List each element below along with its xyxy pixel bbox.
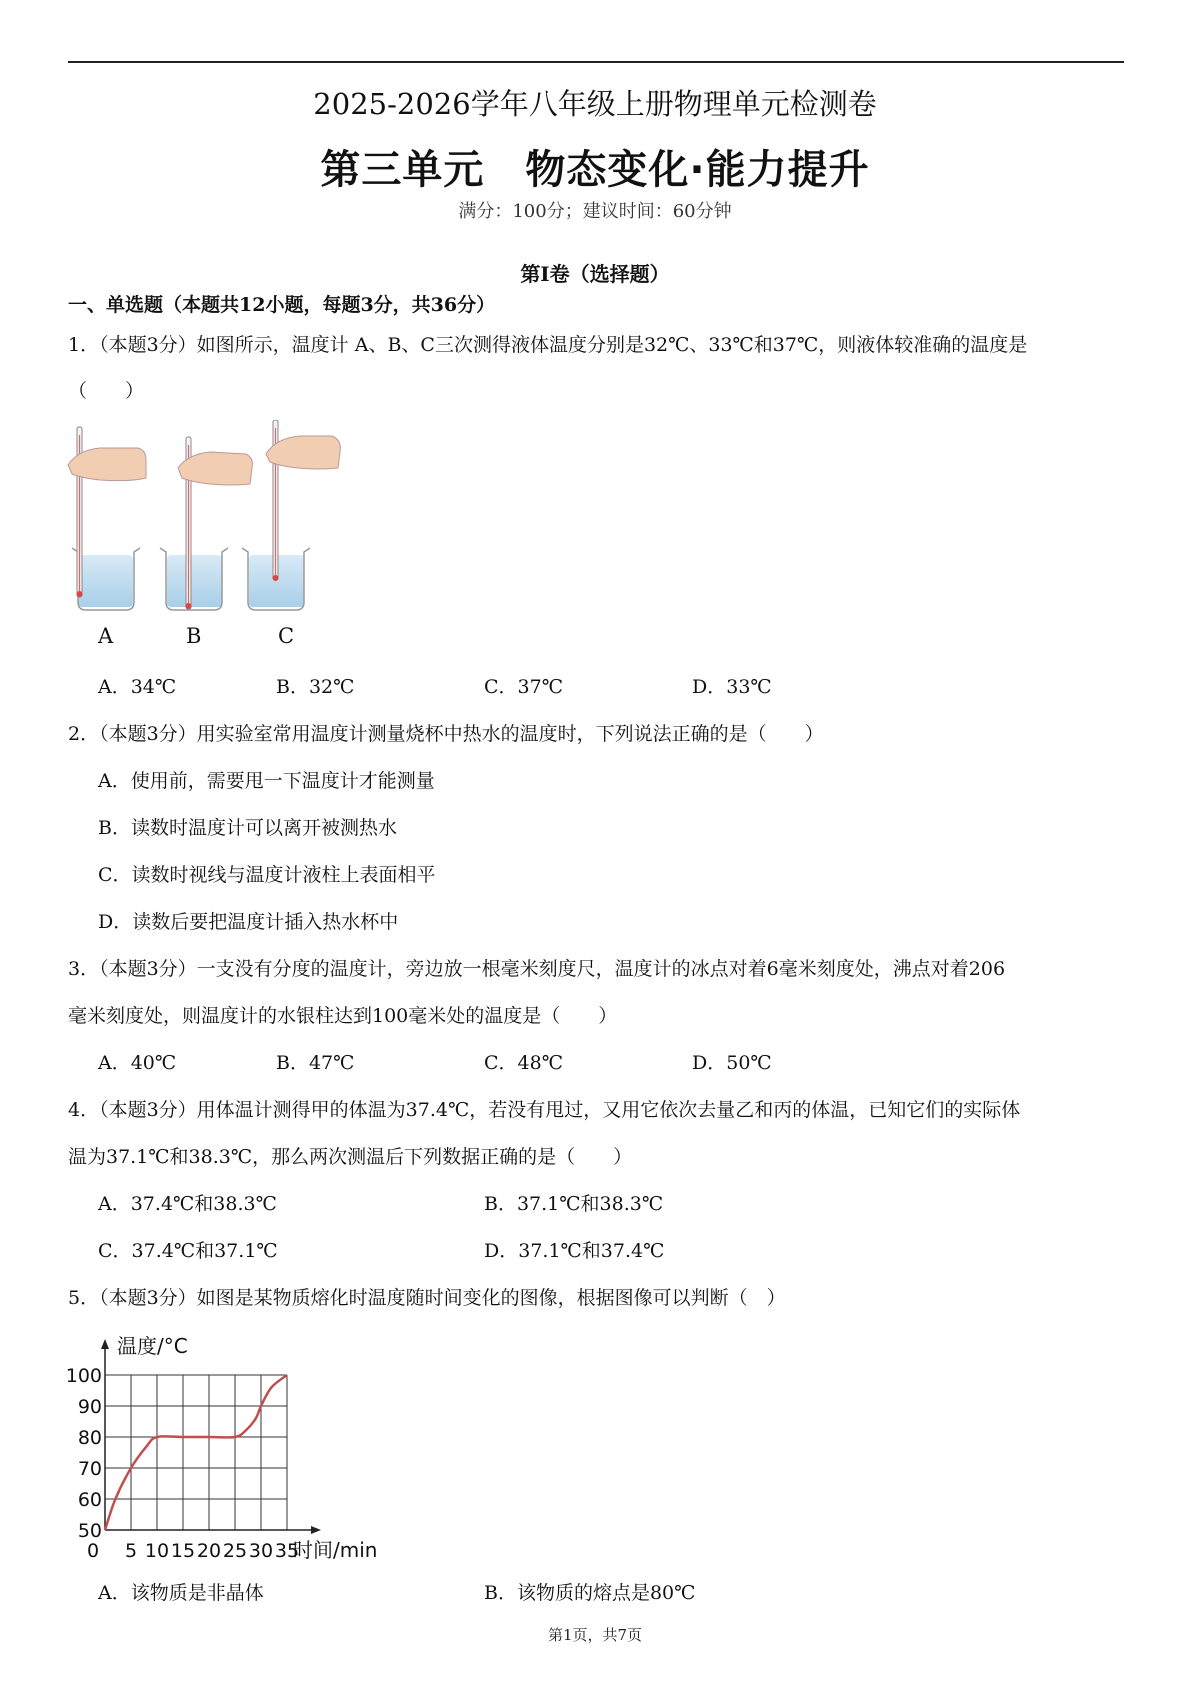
fig-label-c: C <box>278 624 295 648</box>
q2-option-d: D．读数后要把温度计插入热水杯中 <box>98 911 399 933</box>
q4-option-b: B．37.1℃和38.3℃ <box>484 1193 664 1215</box>
q3-option-c: C．48℃ <box>484 1052 563 1074</box>
page-footer: 第1页，共7页 <box>547 1626 643 1644</box>
q4-stem-line2: 温为37.1℃和38.3℃，那么两次测温后下列数据正确的是（ ） <box>68 1146 633 1168</box>
y-tick-label: 60 <box>77 1489 102 1511</box>
chart-series <box>105 1375 287 1530</box>
q2-option-c: C．读数时视线与温度计液柱上表面相平 <box>98 864 436 886</box>
x-tick-label: 20 <box>196 1540 222 1562</box>
x-tick-label: 30 <box>248 1540 274 1562</box>
y-tick-label: 90 <box>77 1396 102 1418</box>
q1-option-d: D．33℃ <box>692 676 772 698</box>
exam-title: 2025-2026学年八年级上册物理单元检测卷 <box>313 87 877 121</box>
section-title: 第Ⅰ卷（选择题） <box>520 262 670 286</box>
x-axis-label: 时间/min <box>293 1538 378 1562</box>
q3-option-a: A．40℃ <box>98 1052 177 1074</box>
q4-option-a: A．37.4℃和38.3℃ <box>98 1193 277 1215</box>
q3-option-d: D．50℃ <box>692 1052 772 1074</box>
unit-title: 第三单元 物态变化·能力提升 <box>320 147 870 193</box>
melting-chart <box>60 1322 420 1562</box>
beaker-b <box>160 437 252 610</box>
q3-stem-line2: 毫米刻度处，则温度计的水银柱达到100毫米处的温度是（ ） <box>68 1005 618 1027</box>
q2-option-a: A．使用前，需要甩一下温度计才能测量 <box>98 770 435 792</box>
q1-option-b: B．32℃ <box>276 676 355 698</box>
y-axis-label: 温度/°C <box>117 1334 188 1358</box>
x-tick-label: 15 <box>170 1540 196 1562</box>
q1-option-c: C．37℃ <box>484 676 563 698</box>
x-tick-label: 10 <box>144 1540 170 1562</box>
thermometer-figure <box>60 420 360 620</box>
part-heading: 一、单选题（本题共12小题，每题3分，共36分） <box>68 294 496 316</box>
exam-meta: 满分：100分；建议时间：60分钟 <box>458 201 732 222</box>
q3-stem-line1: 3．（本题3分）一支没有分度的温度计，旁边放一根毫米刻度尺，温度计的冰点对着6毫米刻度处，沸点对着206 <box>68 958 1006 980</box>
q4-option-d: D．37.1℃和37.4℃ <box>484 1240 665 1262</box>
q2-stem: 2．（本题3分）用实验室常用温度计测量烧杯中热水的温度时，下列说法正确的是（ ） <box>68 723 824 745</box>
chart-ticks <box>66 1365 299 1562</box>
top-rule <box>68 61 1124 63</box>
x-tick-label: 25 <box>222 1540 248 1562</box>
q4-stem-line1: 4．（本题3分）用体温计测得甲的体温为37.4℃，若没有甩过，又用它依次去量乙和丙的体温，已知它们的实际体 <box>68 1099 1021 1121</box>
q3-option-b: B．47℃ <box>276 1052 355 1074</box>
q5-option-b: B．该物质的熔点是80℃ <box>484 1582 696 1604</box>
x-axis-arrow <box>311 1526 321 1534</box>
chart-grid <box>105 1375 287 1530</box>
y-axis-arrow <box>101 1339 109 1349</box>
q5-stem: 5．（本题3分）如图是某物质熔化时温度随时间变化的图像，根据图像可以判断（ ） <box>68 1287 786 1309</box>
x-tick-label: 0 <box>86 1540 100 1562</box>
x-tick-label: 35 <box>274 1540 300 1562</box>
x-tick-label: 5 <box>124 1540 138 1562</box>
y-tick-label: 80 <box>77 1427 102 1449</box>
fig-label-a: A <box>98 624 114 648</box>
q2-option-b: B．读数时温度计可以离开被测热水 <box>98 817 397 839</box>
q1-stem-line1: 1．（本题3分）如图所示，温度计 A、B、C三次测得液体温度分别是32℃、33℃和37℃，则液体较准确的温度是 <box>68 334 1028 356</box>
q1-stem-line2: （ ） <box>68 380 145 402</box>
q4-option-c: C．37.4℃和37.1℃ <box>98 1240 278 1262</box>
beaker-c <box>242 420 340 610</box>
series-line <box>105 1375 287 1530</box>
beaker-a <box>68 427 146 610</box>
q1-option-a: A．34℃ <box>98 676 177 698</box>
y-tick-label: 50 <box>77 1520 102 1542</box>
y-tick-label: 70 <box>77 1458 102 1480</box>
y-tick-label: 100 <box>65 1365 102 1387</box>
q5-option-a: A．该物质是非晶体 <box>98 1582 264 1604</box>
fig-label-b: B <box>186 624 202 648</box>
